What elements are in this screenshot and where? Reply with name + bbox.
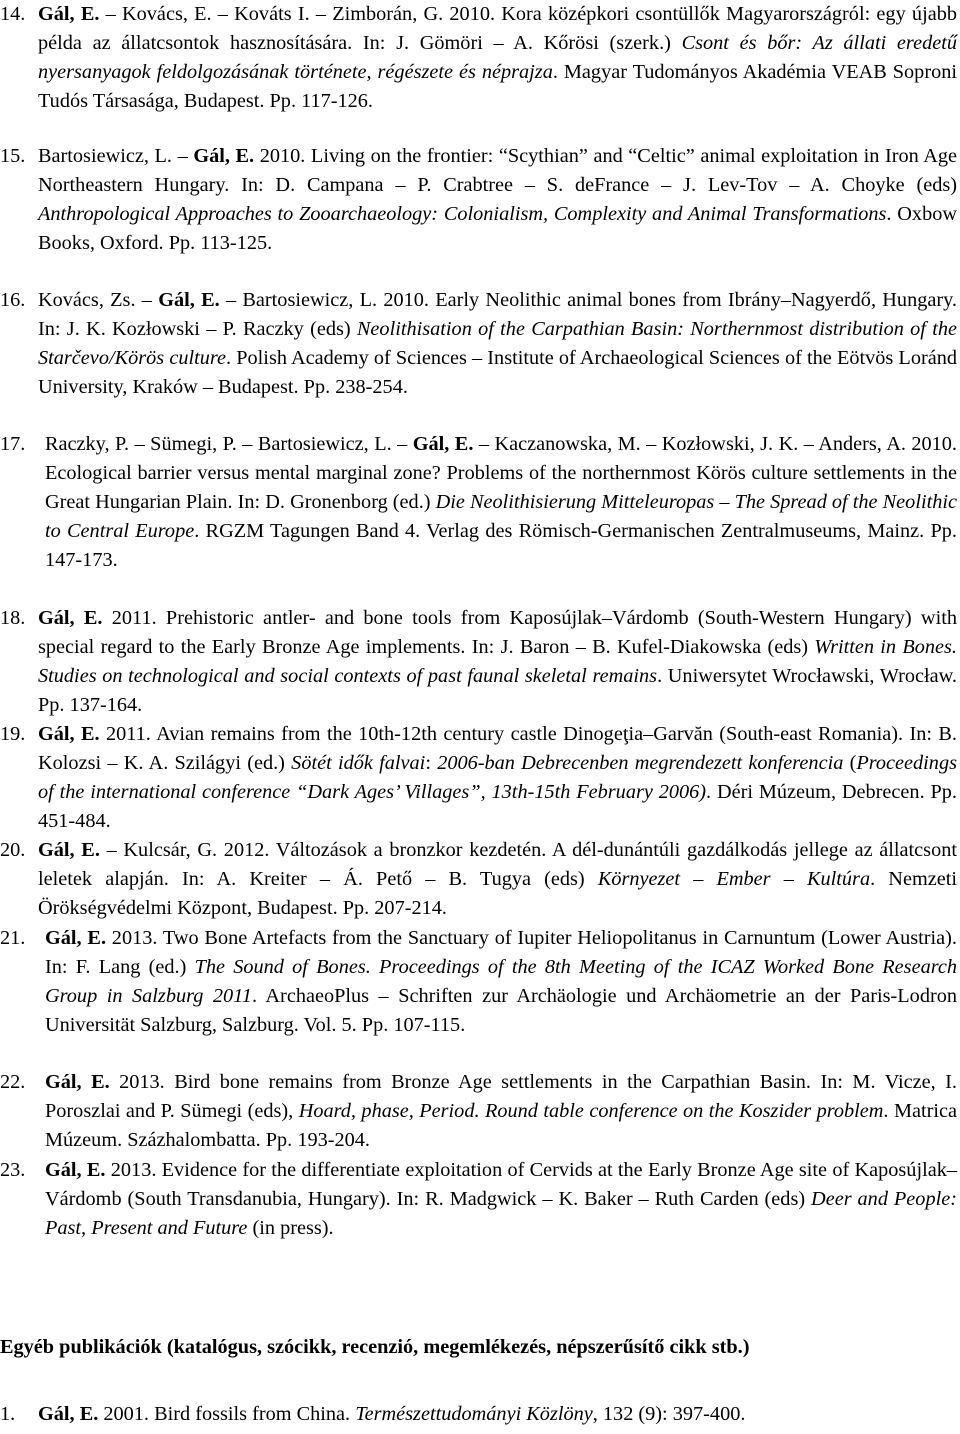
citation-text: . ArchaeoPlus – Schriften zur Archäologie und Archäometrie an der Paris-Lodron Universität Salzburg, Salzburg. Vol. 5. Pp. 107-115. bbox=[45, 985, 957, 1036]
citation-text: Bartosiewicz, L. – bbox=[38, 145, 194, 167]
citation-text: Raczky, P. – Sümegi, P. – Bartosiewicz, L. – bbox=[45, 433, 413, 455]
publication-title: Deer and People: Past, Present and Future bbox=[45, 1188, 957, 1239]
publication-title: Die Neolithisierung Mitteleuropas – The Spread of the Neolithic to Central Europe bbox=[45, 491, 957, 542]
publication-title: Hoard, phase, Period. Round table conference on the Koszider problem bbox=[298, 1100, 884, 1122]
citation-text: . Oxbow Books, Oxford. Pp. 113-125. bbox=[38, 203, 958, 254]
citation-text: , 132 (9): 397-400. bbox=[592, 1403, 746, 1425]
publication-title: Anthropological Approaches to Zooarchaeology: Colonialism, Complexity and Animal Transformations bbox=[38, 203, 887, 225]
ref-number: 22. bbox=[0, 1071, 26, 1093]
ref-entry bbox=[0, 286, 957, 402]
ref-number: 16. bbox=[0, 289, 26, 311]
author-name: Gál, E. bbox=[45, 927, 107, 949]
author-name: Gál, E. bbox=[38, 723, 100, 745]
publication-title: Környezet – Ember – Kultúra bbox=[597, 868, 871, 890]
author-name: Gál, E. bbox=[45, 1071, 110, 1093]
ref-citation bbox=[45, 1156, 957, 1243]
citation-text: 2013. Two Bone Artefacts from the Sanctuary of Iupiter Heliopolitanus in Carnuntum (Lower Austria). In: F. Lang (ed.) bbox=[45, 927, 957, 978]
citation-text: – Kulcsár, G. 2012. Változások a bronzkor kezdetén. A dél-dunántúli gazdálkodás jellege az állatcsont leletek alapján. In: A. Kreiter – Á. Pető – B. Tugya (eds) bbox=[38, 839, 957, 890]
publication-title: Csont és bőr: Az állati eredetű nyersanyagok feldolgozásának története, régészete és néprajza bbox=[38, 32, 957, 83]
publication-title: Neolithisation of the Carpathian Basin: Northernmost distribution of the Starčevo/Körös culture bbox=[38, 318, 957, 369]
author-name: Gál, E. bbox=[158, 289, 220, 311]
citation-text: (in press). bbox=[247, 1217, 334, 1239]
ref-citation bbox=[45, 430, 957, 575]
ref-number: 15. bbox=[0, 145, 26, 167]
section-heading: Egyéb publikációk (katalógus, szócikk, recenzió, megemlékezés, népszerűsítő cikk stb.) bbox=[0, 1336, 750, 1358]
ref-entry bbox=[0, 1156, 957, 1243]
citation-text: 2013. Bird bone remains from Bronze Age settlements in the Carpathian Basin. In: M. Vicze, I. Poroszlai and P. Sümegi (eds), bbox=[45, 1071, 957, 1122]
citation-text: 2001. Bird fossils from China. bbox=[98, 1403, 356, 1425]
other-citation bbox=[38, 1400, 957, 1429]
citation-text: 2011. Prehistoric antler- and bone tools from Kaposújlak–Várdomb (South-Western Hungary) with special regard to the Early Bronze Age implements. In: J. Baron – B. Kufel-Diakowska (eds) bbox=[38, 607, 957, 658]
ref-entry bbox=[0, 720, 957, 836]
citation-text: . Uniwersytet Wrocławski, Wrocław. Pp. 137-164. bbox=[38, 665, 957, 716]
citation-text: . Magyar Tudományos Akadémia VEAB Soproni Tudós Társasága, Budapest. Pp. 117-126. bbox=[38, 61, 957, 112]
citation-text: – Bartosiewicz, L. 2010. Early Neolithic animal bones from Ibrány–Nagyerdő, Hungary. In: J. K. Kozłowski – P. Raczky (eds) bbox=[38, 289, 957, 340]
publication-title: The Sound of Bones. Proceedings of the 8th Meeting of the ICAZ Worked Bone Research Group in Salzburg 2011 bbox=[45, 956, 957, 1007]
citation-text: 2011. Avian remains from the 10th-12th century castle Dinogeţia–Garvăn (South-east Romania). In: B. Kolozsi – K. A. Szilágyi (ed.) bbox=[38, 723, 957, 774]
ref-citation bbox=[45, 924, 957, 1040]
publication-title: Written in Bones. Studies on technological and social contexts of past faunal skeletal remains bbox=[38, 636, 957, 687]
other-entry bbox=[0, 1400, 957, 1429]
author-name: Gál, E. bbox=[193, 145, 255, 167]
ref-citation bbox=[38, 0, 957, 116]
ref-entry bbox=[0, 1068, 957, 1155]
ref-number: 18. bbox=[0, 607, 26, 629]
ref-entry bbox=[0, 604, 957, 720]
ref-number: 19. bbox=[0, 723, 26, 745]
author-name: Gál, E. bbox=[45, 1159, 106, 1181]
publication-title: 2006-ban Debrecenben megrendezett konferencia bbox=[437, 752, 844, 774]
citation-text: . Nemzeti Örökségvédelmi Központ, Budapest. Pp. 207-214. bbox=[38, 868, 957, 919]
author-name: Gál, E. bbox=[38, 607, 103, 629]
citation-text: Kovács, Zs. – bbox=[38, 289, 159, 311]
author-name: Gál, E. bbox=[38, 1403, 99, 1425]
ref-citation bbox=[38, 836, 957, 923]
ref-number: 21. bbox=[0, 927, 26, 949]
ref-entry bbox=[0, 142, 957, 258]
author-name: Gál, E. bbox=[38, 3, 100, 25]
citation-text: : bbox=[425, 752, 438, 774]
other-number: 1. bbox=[0, 1403, 16, 1425]
citation-text: . Déri Múzeum, Debrecen. Pp. 451-484. bbox=[38, 781, 957, 832]
ref-entry bbox=[0, 924, 957, 1040]
ref-number: 20. bbox=[0, 839, 26, 861]
ref-entry bbox=[0, 0, 957, 116]
citation-text: . Polish Academy of Sciences – Institute of Archaeological Sciences of the Eötvös Loránd University, Kraków – Budapest. Pp. 238-254. bbox=[38, 347, 957, 398]
ref-citation bbox=[38, 604, 957, 720]
author-name: Gál, E. bbox=[38, 839, 100, 861]
citation-text: 2010. Living on the frontier: “Scythian” and “Celtic” animal exploitation in Iron Age Northeastern Hungary. In: D. Campana – P. Crabtree – S. deFrance – J. Lev-Tov – A. Choyke (eds) bbox=[38, 145, 957, 196]
publication-title: Sötét idők falvai bbox=[291, 752, 426, 774]
publication-title: Természettudományi Közlöny bbox=[355, 1403, 593, 1425]
ref-citation bbox=[45, 1068, 957, 1155]
ref-number: 23. bbox=[0, 1159, 26, 1181]
publication-title: Proceedings of the international conference “Dark Ages’ Villages”, 13th-15th February 2006) bbox=[38, 752, 957, 803]
ref-entry bbox=[0, 836, 957, 923]
ref-number: 17. bbox=[0, 433, 26, 455]
ref-entry bbox=[0, 430, 957, 575]
ref-citation bbox=[38, 720, 957, 836]
citation-text: – Kaczanowska, M. – Kozłowski, J. K. – Anders, A. 2010. Ecological barrier versus mental marginal zone? Problems of the northernmost Körös culture settlements in the Great Hungarian Plain. In: D. Gronenborg (ed.) bbox=[45, 433, 957, 513]
author-name: Gál, E. bbox=[412, 433, 474, 455]
citation-text: ( bbox=[843, 752, 857, 774]
citation-text: . Matrica Múzeum. Százhalombatta. Pp. 193-204. bbox=[45, 1100, 958, 1151]
ref-citation bbox=[38, 286, 957, 402]
citation-text: . RGZM Tagungen Band 4. Verlag des Römisch-Germanischen Zentralmuseums, Mainz. Pp. 147-173. bbox=[45, 520, 958, 571]
ref-number: 14. bbox=[0, 3, 26, 25]
citation-text: 2013. Evidence for the differentiate exploitation of Cervids at the Early Bronze Age site of Kaposújlak–Várdomb (South Transdanubia, Hungary). In: R. Madgwick – K. Baker – Ruth Carden (eds) bbox=[45, 1159, 957, 1210]
ref-citation bbox=[38, 142, 957, 258]
citation-text: – Kovács, E. – Kováts I. – Zimborán, G. 2010. Kora középkori csontüllők Magyarországról: egy újabb példa az állatcsontok hasznosítására. In: J. Gömöri – A. Kőrösi (szerk.) bbox=[38, 3, 957, 54]
